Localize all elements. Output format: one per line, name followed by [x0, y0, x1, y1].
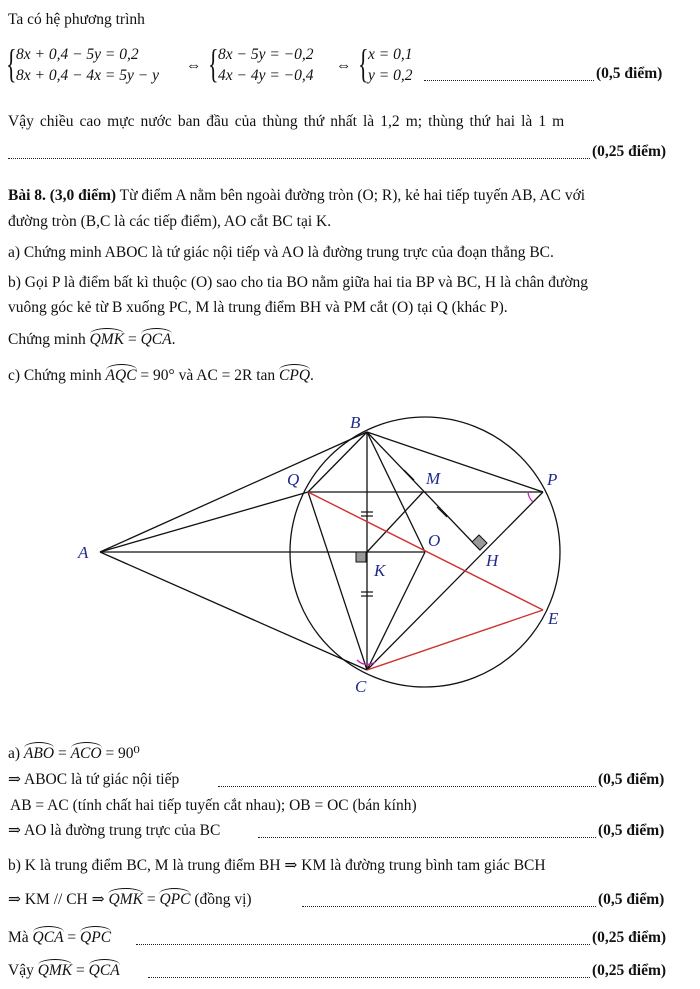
- angle-qca: QCA: [33, 926, 64, 946]
- equals: =: [127, 331, 137, 348]
- text: c) Chứng minh: [8, 367, 102, 384]
- dotted-leader: [218, 786, 596, 787]
- segment-ce: [367, 610, 543, 670]
- segment-qe: [308, 492, 543, 610]
- solution-b-4: [8, 961, 120, 981]
- problem-part-b-3: [8, 330, 175, 350]
- angle-qmk: QMK: [108, 888, 142, 908]
- equals: =: [57, 745, 67, 762]
- solution-a-4: ⇒ AO là đường trung trực của BC: [8, 822, 221, 839]
- score-b-2: (0,5 điểm): [598, 891, 665, 908]
- text: Chứng minh: [8, 331, 86, 348]
- problem-text-1: Từ điểm A nằm bên ngoài đường tròn (O; R), kẻ hai tiếp tuyến AB, AC với: [119, 187, 586, 204]
- segment-qc: [308, 492, 367, 670]
- text: Mà: [8, 929, 29, 946]
- label-m: M: [426, 469, 441, 488]
- text: .: [310, 367, 314, 384]
- angle-qpc: QPC: [80, 926, 111, 946]
- angle-aqc: AQC: [106, 364, 137, 384]
- label-k: K: [374, 561, 386, 580]
- score-b-4: (0,25 điểm): [592, 962, 667, 979]
- score-system: (0,5 điểm): [596, 65, 663, 82]
- label-p: P: [547, 470, 558, 489]
- right-angle-k: [356, 552, 366, 562]
- equals: =: [146, 891, 156, 908]
- system-3-eq2: y = 0,2: [368, 67, 413, 84]
- problem-part-c: [8, 366, 314, 386]
- angle-aco: ACO: [71, 742, 102, 762]
- label-a: A: [78, 543, 89, 562]
- problem-part-b-2: vuông góc kẻ từ B xuống PC, M là trung điểm BH và PM cắt (O) tại Q (khác P).: [8, 299, 508, 316]
- text: = 90⁰: [105, 745, 140, 762]
- problem-title: Bài 8. (3,0 điểm): [8, 187, 117, 204]
- angle-qca: QCA: [89, 959, 120, 979]
- problem-part-a: a) Chứng minh ABOC là tứ giác nội tiếp và AO là đường trung trực của đoạn thẳng BC.: [8, 244, 554, 261]
- tick-bm: [404, 470, 414, 480]
- problem-statement-2: đường tròn (B,C là các tiếp điểm), AO cắt BC tại K.: [8, 213, 332, 230]
- label-h: H: [486, 551, 499, 570]
- label-q: Q: [287, 470, 300, 489]
- solution-a-2: ⇒ ABOC là tứ giác nội tiếp: [8, 771, 180, 788]
- system-2-eq1: 8x − 5y = −0,2: [218, 46, 314, 63]
- label-e: E: [548, 609, 559, 628]
- brace-1: {: [6, 41, 17, 86]
- label-b: B: [350, 413, 361, 432]
- dotted-leader: [302, 906, 596, 907]
- angle-abo: ABO: [24, 742, 54, 762]
- angle-qca: QCA: [141, 328, 172, 348]
- text: a): [8, 745, 21, 762]
- score-a-2: (0,5 điểm): [598, 771, 665, 788]
- angle-cpq: CPQ: [279, 364, 310, 384]
- system-3-eq1: x = 0,1: [368, 46, 413, 63]
- equals: =: [76, 962, 85, 979]
- solution-b-1: b) K là trung điểm BC, M là trung điểm BH ⇒ KM là đường trung bình tam giác BCH: [8, 857, 546, 874]
- iff-symbol-2: ⇔: [336, 57, 352, 74]
- intro-text: Ta có hệ phương trình: [8, 11, 145, 28]
- system-2-eq2: 4x − 4y = −0,4: [218, 67, 314, 84]
- angle-qmk: QMK: [38, 959, 72, 979]
- system-1-eq1: 8x + 0,4 − 5y = 0,2: [16, 46, 139, 63]
- solution-a-3: AB = AC (tính chất hai tiếp tuyến cắt nhau); OB = OC (bán kính): [10, 797, 417, 814]
- score-a-4: (0,5 điểm): [598, 822, 665, 839]
- equals: =: [67, 929, 77, 946]
- right-angle-h: [472, 535, 487, 550]
- angle-mark-p: [528, 492, 533, 502]
- segment-km: [367, 492, 423, 552]
- segment-bp: [367, 432, 543, 492]
- problem-statement-1: [8, 186, 585, 206]
- iff-symbol-1: ⇔: [186, 57, 202, 74]
- text: .: [171, 331, 176, 348]
- tangent-ac: [100, 552, 367, 670]
- segment-aq: [100, 492, 308, 552]
- solution-b-2: [8, 890, 252, 910]
- score-conclusion: (0,25 điểm): [592, 143, 667, 160]
- dotted-leader: [148, 977, 590, 978]
- dotted-leader: [8, 158, 590, 159]
- angle-qmk: QMK: [90, 328, 124, 348]
- segment-bh: [367, 432, 480, 550]
- label-c: C: [355, 677, 367, 696]
- geometry-figure: [0, 400, 700, 710]
- system-1-eq2: 8x + 0,4 − 4x = 5y − y: [16, 67, 159, 84]
- solution-a-1: [8, 744, 140, 764]
- dotted-leader: [136, 944, 590, 945]
- dotted-leader: [258, 837, 596, 838]
- tick-mh: [437, 507, 447, 517]
- text: ⇒ KM // CH ⇒: [8, 891, 105, 908]
- text: = 90° và AC = 2R tan: [140, 367, 276, 384]
- label-o: O: [428, 531, 441, 550]
- score-b-3: (0,25 điểm): [592, 929, 667, 946]
- problem-part-b-1: b) Gọi P là điểm bất kì thuộc (O) sao cho tia BO nằm giữa hai tia BP và BC, H là chân đường: [8, 274, 589, 291]
- conclusion-text: Vậy chiều cao mực nước ban đầu của thùng thứ nhất là 1,2 m; thùng thứ hai là 1 m: [8, 113, 565, 130]
- text: Vậy: [8, 962, 34, 979]
- brace-3: {: [358, 41, 369, 86]
- solution-b-3: [8, 928, 111, 948]
- angle-qpc: QPC: [159, 888, 190, 908]
- segment-bq: [308, 432, 367, 492]
- segment-pc: [367, 492, 543, 670]
- text: (đồng vị): [194, 891, 252, 908]
- brace-2: {: [208, 41, 219, 86]
- dotted-leader: [424, 80, 594, 81]
